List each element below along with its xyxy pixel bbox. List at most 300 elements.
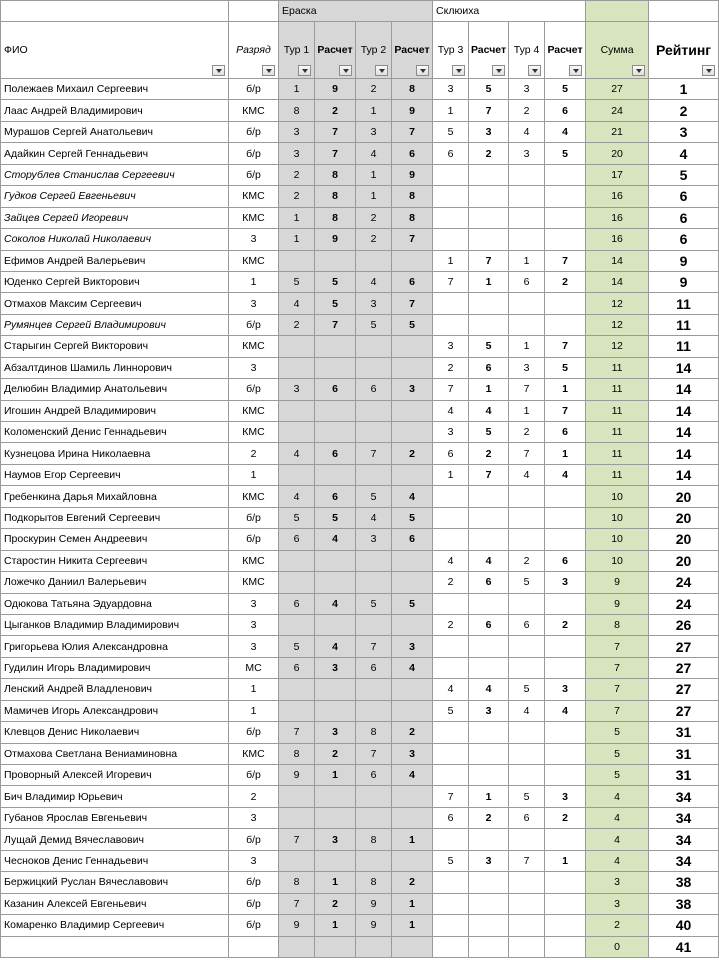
cell-tur3[interactable]: 5 bbox=[433, 700, 469, 721]
cell-tur3[interactable]: 7 bbox=[433, 379, 469, 400]
cell-reyting[interactable]: 26 bbox=[649, 614, 719, 635]
cell-reyting[interactable]: 24 bbox=[649, 572, 719, 593]
cell-tur3[interactable] bbox=[433, 872, 469, 893]
cell-tur4[interactable] bbox=[509, 743, 545, 764]
cell-tur2[interactable]: 2 bbox=[356, 229, 392, 250]
cell-razryad[interactable]: 3 bbox=[229, 593, 279, 614]
cell-fio[interactable]: Проскурин Семен Андреевич bbox=[1, 529, 229, 550]
cell-raschet4[interactable]: 5 bbox=[545, 357, 586, 378]
cell-tur2[interactable] bbox=[356, 936, 392, 957]
cell-raschet4[interactable]: 3 bbox=[545, 786, 586, 807]
cell-raschet3[interactable] bbox=[469, 893, 509, 914]
cell-tur2[interactable]: 7 bbox=[356, 743, 392, 764]
cell-tur4[interactable]: 3 bbox=[509, 143, 545, 164]
cell-razryad[interactable]: 3 bbox=[229, 357, 279, 378]
cell-raschet4[interactable]: 4 bbox=[545, 700, 586, 721]
cell-tur2[interactable] bbox=[356, 786, 392, 807]
cell-reyting[interactable]: 2 bbox=[649, 100, 719, 121]
cell-tur4[interactable] bbox=[509, 657, 545, 678]
cell-fio[interactable]: Проворный Алексей Игоревич bbox=[1, 765, 229, 786]
cell-tur1[interactable]: 8 bbox=[279, 872, 315, 893]
cell-razryad[interactable]: б/р bbox=[229, 765, 279, 786]
cell-raschet2[interactable] bbox=[392, 679, 433, 700]
cell-tur3[interactable]: 4 bbox=[433, 550, 469, 571]
cell-raschet4[interactable]: 5 bbox=[545, 79, 586, 100]
cell-fio[interactable]: Гребенкина Дарья Михайловна bbox=[1, 486, 229, 507]
cell-summa[interactable]: 4 bbox=[586, 786, 649, 807]
cell-tur3[interactable]: 5 bbox=[433, 121, 469, 142]
cell-tur3[interactable] bbox=[433, 765, 469, 786]
cell-tur2[interactable] bbox=[356, 572, 392, 593]
cell-fio[interactable]: Цыганков Владимир Владимирович bbox=[1, 614, 229, 635]
cell-raschet4[interactable] bbox=[545, 314, 586, 335]
cell-tur4[interactable] bbox=[509, 186, 545, 207]
cell-summa[interactable]: 5 bbox=[586, 743, 649, 764]
cell-tur1[interactable]: 1 bbox=[279, 229, 315, 250]
cell-tur1[interactable]: 3 bbox=[279, 143, 315, 164]
cell-razryad[interactable]: 1 bbox=[229, 464, 279, 485]
cell-fio[interactable]: Адайкин Сергей Геннадьевич bbox=[1, 143, 229, 164]
cell-tur4[interactable]: 3 bbox=[509, 357, 545, 378]
cell-razryad[interactable]: КМС bbox=[229, 550, 279, 571]
cell-raschet1[interactable]: 5 bbox=[315, 293, 356, 314]
cell-summa[interactable]: 4 bbox=[586, 829, 649, 850]
cell-tur1[interactable]: 1 bbox=[279, 79, 315, 100]
cell-raschet4[interactable]: 2 bbox=[545, 614, 586, 635]
cell-tur2[interactable] bbox=[356, 614, 392, 635]
cell-raschet1[interactable] bbox=[315, 550, 356, 571]
cell-summa[interactable]: 11 bbox=[586, 357, 649, 378]
cell-tur1[interactable]: 7 bbox=[279, 893, 315, 914]
cell-reyting[interactable]: 27 bbox=[649, 657, 719, 678]
cell-raschet1[interactable]: 5 bbox=[315, 507, 356, 528]
filter-dropdown-icon[interactable] bbox=[298, 65, 311, 76]
cell-raschet4[interactable]: 1 bbox=[545, 443, 586, 464]
cell-raschet2[interactable] bbox=[392, 250, 433, 271]
cell-summa[interactable]: 4 bbox=[586, 807, 649, 828]
cell-raschet2[interactable] bbox=[392, 357, 433, 378]
cell-raschet2[interactable]: 1 bbox=[392, 829, 433, 850]
cell-tur4[interactable]: 7 bbox=[509, 379, 545, 400]
cell-raschet3[interactable] bbox=[469, 186, 509, 207]
cell-raschet4[interactable] bbox=[545, 593, 586, 614]
cell-reyting[interactable]: 27 bbox=[649, 636, 719, 657]
cell-razryad[interactable]: б/р bbox=[229, 722, 279, 743]
cell-razryad[interactable]: КМС bbox=[229, 486, 279, 507]
cell-tur2[interactable]: 2 bbox=[356, 207, 392, 228]
cell-raschet2[interactable]: 5 bbox=[392, 507, 433, 528]
cell-tur1[interactable] bbox=[279, 786, 315, 807]
cell-razryad[interactable]: КМС bbox=[229, 186, 279, 207]
cell-summa[interactable]: 10 bbox=[586, 486, 649, 507]
cell-tur3[interactable] bbox=[433, 657, 469, 678]
cell-raschet1[interactable] bbox=[315, 614, 356, 635]
cell-raschet3[interactable]: 6 bbox=[469, 357, 509, 378]
cell-raschet4[interactable]: 7 bbox=[545, 250, 586, 271]
cell-fio[interactable]: Казанин Алексей Евгеньевич bbox=[1, 893, 229, 914]
cell-tur1[interactable]: 2 bbox=[279, 314, 315, 335]
cell-summa[interactable]: 10 bbox=[586, 507, 649, 528]
cell-raschet4[interactable]: 3 bbox=[545, 572, 586, 593]
cell-tur1[interactable] bbox=[279, 679, 315, 700]
cell-raschet1[interactable]: 7 bbox=[315, 121, 356, 142]
cell-tur3[interactable]: 2 bbox=[433, 572, 469, 593]
cell-tur3[interactable]: 1 bbox=[433, 250, 469, 271]
cell-razryad[interactable]: КМС bbox=[229, 250, 279, 271]
cell-tur4[interactable]: 1 bbox=[509, 400, 545, 421]
cell-razryad[interactable]: КМС bbox=[229, 572, 279, 593]
cell-fio[interactable]: Комаренко Владимир Сергеевич bbox=[1, 915, 229, 936]
cell-reyting[interactable]: 38 bbox=[649, 872, 719, 893]
cell-razryad[interactable]: 2 bbox=[229, 786, 279, 807]
cell-fio[interactable]: Губанов Ярослав Евгеньевич bbox=[1, 807, 229, 828]
cell-raschet1[interactable]: 7 bbox=[315, 143, 356, 164]
cell-tur4[interactable] bbox=[509, 936, 545, 957]
cell-raschet1[interactable]: 2 bbox=[315, 893, 356, 914]
cell-tur4[interactable]: 6 bbox=[509, 807, 545, 828]
cell-raschet3[interactable]: 7 bbox=[469, 464, 509, 485]
cell-tur1[interactable] bbox=[279, 572, 315, 593]
cell-tur1[interactable]: 8 bbox=[279, 743, 315, 764]
cell-razryad[interactable]: б/р bbox=[229, 164, 279, 185]
cell-tur4[interactable] bbox=[509, 593, 545, 614]
cell-raschet3[interactable] bbox=[469, 915, 509, 936]
cell-tur2[interactable]: 8 bbox=[356, 829, 392, 850]
cell-fio[interactable]: Отмахова Светлана Вениаминовна bbox=[1, 743, 229, 764]
cell-summa[interactable]: 11 bbox=[586, 422, 649, 443]
cell-tur3[interactable]: 3 bbox=[433, 79, 469, 100]
cell-reyting[interactable]: 14 bbox=[649, 357, 719, 378]
cell-raschet2[interactable]: 3 bbox=[392, 743, 433, 764]
cell-tur2[interactable] bbox=[356, 250, 392, 271]
cell-raschet2[interactable]: 1 bbox=[392, 915, 433, 936]
cell-summa[interactable]: 11 bbox=[586, 443, 649, 464]
cell-raschet2[interactable] bbox=[392, 550, 433, 571]
cell-raschet3[interactable] bbox=[469, 507, 509, 528]
cell-raschet4[interactable] bbox=[545, 507, 586, 528]
cell-razryad[interactable]: 3 bbox=[229, 293, 279, 314]
cell-raschet1[interactable] bbox=[315, 679, 356, 700]
cell-tur4[interactable] bbox=[509, 314, 545, 335]
cell-reyting[interactable]: 34 bbox=[649, 850, 719, 871]
cell-fio[interactable]: Сторублев Станислав Сергеевич bbox=[1, 164, 229, 185]
cell-raschet2[interactable] bbox=[392, 936, 433, 957]
cell-summa[interactable]: 9 bbox=[586, 572, 649, 593]
cell-fio[interactable]: Гудков Сергей Евгеньевич bbox=[1, 186, 229, 207]
cell-summa[interactable]: 11 bbox=[586, 379, 649, 400]
cell-raschet3[interactable]: 4 bbox=[469, 400, 509, 421]
cell-razryad[interactable]: б/р bbox=[229, 379, 279, 400]
cell-tur4[interactable]: 3 bbox=[509, 79, 545, 100]
cell-reyting[interactable]: 41 bbox=[649, 936, 719, 957]
cell-raschet3[interactable] bbox=[469, 486, 509, 507]
cell-tur4[interactable]: 7 bbox=[509, 850, 545, 871]
cell-raschet3[interactable] bbox=[469, 636, 509, 657]
cell-raschet2[interactable]: 5 bbox=[392, 314, 433, 335]
cell-raschet4[interactable] bbox=[545, 293, 586, 314]
cell-reyting[interactable]: 14 bbox=[649, 443, 719, 464]
cell-razryad[interactable]: 1 bbox=[229, 700, 279, 721]
cell-raschet2[interactable] bbox=[392, 572, 433, 593]
cell-tur4[interactable] bbox=[509, 872, 545, 893]
cell-razryad[interactable]: б/р bbox=[229, 893, 279, 914]
cell-fio[interactable]: Зайцев Сергей Игоревич bbox=[1, 207, 229, 228]
cell-raschet3[interactable]: 5 bbox=[469, 336, 509, 357]
cell-reyting[interactable]: 34 bbox=[649, 829, 719, 850]
cell-raschet2[interactable]: 9 bbox=[392, 100, 433, 121]
cell-reyting[interactable]: 31 bbox=[649, 743, 719, 764]
cell-tur4[interactable]: 5 bbox=[509, 679, 545, 700]
cell-reyting[interactable]: 4 bbox=[649, 143, 719, 164]
cell-reyting[interactable]: 40 bbox=[649, 915, 719, 936]
cell-tur2[interactable]: 5 bbox=[356, 314, 392, 335]
cell-reyting[interactable]: 31 bbox=[649, 722, 719, 743]
cell-summa[interactable]: 24 bbox=[586, 100, 649, 121]
cell-tur3[interactable] bbox=[433, 636, 469, 657]
cell-raschet1[interactable] bbox=[315, 422, 356, 443]
cell-raschet2[interactable]: 4 bbox=[392, 657, 433, 678]
cell-summa[interactable]: 7 bbox=[586, 679, 649, 700]
cell-tur2[interactable] bbox=[356, 464, 392, 485]
cell-raschet1[interactable]: 3 bbox=[315, 657, 356, 678]
cell-tur2[interactable] bbox=[356, 357, 392, 378]
cell-reyting[interactable]: 9 bbox=[649, 271, 719, 292]
cell-raschet4[interactable]: 6 bbox=[545, 422, 586, 443]
cell-reyting[interactable]: 20 bbox=[649, 507, 719, 528]
cell-raschet1[interactable] bbox=[315, 572, 356, 593]
cell-tur1[interactable]: 1 bbox=[279, 207, 315, 228]
cell-tur1[interactable]: 7 bbox=[279, 722, 315, 743]
cell-reyting[interactable]: 5 bbox=[649, 164, 719, 185]
cell-tur4[interactable]: 2 bbox=[509, 550, 545, 571]
cell-razryad[interactable]: КМС bbox=[229, 400, 279, 421]
cell-tur1[interactable]: 2 bbox=[279, 186, 315, 207]
cell-summa[interactable]: 12 bbox=[586, 336, 649, 357]
cell-razryad[interactable]: б/р bbox=[229, 872, 279, 893]
cell-reyting[interactable]: 1 bbox=[649, 79, 719, 100]
filter-dropdown-icon[interactable] bbox=[262, 65, 275, 76]
cell-summa[interactable]: 10 bbox=[586, 529, 649, 550]
sort-filter-icon[interactable] bbox=[702, 65, 715, 76]
cell-tur1[interactable]: 2 bbox=[279, 164, 315, 185]
cell-tur4[interactable]: 6 bbox=[509, 614, 545, 635]
cell-tur2[interactable]: 9 bbox=[356, 893, 392, 914]
cell-reyting[interactable]: 31 bbox=[649, 765, 719, 786]
cell-raschet2[interactable]: 3 bbox=[392, 636, 433, 657]
cell-raschet1[interactable]: 4 bbox=[315, 529, 356, 550]
cell-razryad[interactable]: б/р bbox=[229, 121, 279, 142]
cell-fio[interactable]: Мурашов Сергей Анатольевич bbox=[1, 121, 229, 142]
cell-raschet4[interactable]: 4 bbox=[545, 121, 586, 142]
cell-reyting[interactable]: 11 bbox=[649, 293, 719, 314]
cell-tur3[interactable] bbox=[433, 186, 469, 207]
cell-raschet1[interactable]: 9 bbox=[315, 229, 356, 250]
cell-raschet2[interactable] bbox=[392, 464, 433, 485]
cell-tur3[interactable]: 5 bbox=[433, 850, 469, 871]
cell-tur3[interactable] bbox=[433, 314, 469, 335]
filter-dropdown-icon[interactable] bbox=[452, 65, 465, 76]
cell-summa[interactable]: 17 bbox=[586, 164, 649, 185]
cell-tur4[interactable] bbox=[509, 893, 545, 914]
cell-summa[interactable]: 3 bbox=[586, 872, 649, 893]
cell-tur1[interactable]: 6 bbox=[279, 593, 315, 614]
cell-raschet1[interactable]: 1 bbox=[315, 872, 356, 893]
cell-razryad[interactable]: 3 bbox=[229, 229, 279, 250]
cell-tur4[interactable] bbox=[509, 636, 545, 657]
cell-tur4[interactable]: 2 bbox=[509, 422, 545, 443]
cell-tur3[interactable] bbox=[433, 743, 469, 764]
cell-tur4[interactable]: 4 bbox=[509, 121, 545, 142]
cell-fio[interactable]: Полежаев Михаил Сергеевич bbox=[1, 79, 229, 100]
cell-raschet4[interactable]: 2 bbox=[545, 807, 586, 828]
cell-raschet1[interactable]: 6 bbox=[315, 379, 356, 400]
cell-tur2[interactable]: 7 bbox=[356, 636, 392, 657]
cell-tur2[interactable]: 1 bbox=[356, 100, 392, 121]
cell-fio[interactable]: Бич Владимир Юрьевич bbox=[1, 786, 229, 807]
cell-tur2[interactable]: 1 bbox=[356, 186, 392, 207]
cell-raschet4[interactable]: 2 bbox=[545, 271, 586, 292]
cell-razryad[interactable]: 3 bbox=[229, 807, 279, 828]
cell-tur1[interactable]: 4 bbox=[279, 443, 315, 464]
cell-tur2[interactable]: 6 bbox=[356, 765, 392, 786]
cell-raschet2[interactable]: 2 bbox=[392, 443, 433, 464]
cell-raschet1[interactable] bbox=[315, 357, 356, 378]
cell-razryad[interactable]: КМС bbox=[229, 207, 279, 228]
cell-raschet2[interactable] bbox=[392, 614, 433, 635]
cell-raschet3[interactable]: 5 bbox=[469, 79, 509, 100]
cell-raschet1[interactable] bbox=[315, 936, 356, 957]
cell-summa[interactable]: 9 bbox=[586, 593, 649, 614]
cell-tur2[interactable]: 1 bbox=[356, 164, 392, 185]
cell-tur3[interactable]: 7 bbox=[433, 271, 469, 292]
cell-raschet4[interactable] bbox=[545, 229, 586, 250]
cell-raschet3[interactable]: 6 bbox=[469, 614, 509, 635]
cell-fio[interactable]: Подкорытов Евгений Сергеевич bbox=[1, 507, 229, 528]
cell-raschet2[interactable]: 5 bbox=[392, 593, 433, 614]
cell-tur3[interactable] bbox=[433, 915, 469, 936]
cell-tur3[interactable]: 6 bbox=[433, 807, 469, 828]
cell-raschet4[interactable] bbox=[545, 915, 586, 936]
cell-tur4[interactable] bbox=[509, 529, 545, 550]
cell-fio[interactable]: Гудилин Игорь Владимирович bbox=[1, 657, 229, 678]
cell-raschet3[interactable] bbox=[469, 743, 509, 764]
cell-reyting[interactable]: 9 bbox=[649, 250, 719, 271]
cell-raschet3[interactable] bbox=[469, 593, 509, 614]
cell-fio[interactable]: Коломенский Денис Геннадьевич bbox=[1, 422, 229, 443]
cell-reyting[interactable]: 20 bbox=[649, 529, 719, 550]
cell-reyting[interactable]: 11 bbox=[649, 314, 719, 335]
cell-raschet3[interactable]: 6 bbox=[469, 572, 509, 593]
cell-raschet4[interactable]: 7 bbox=[545, 400, 586, 421]
cell-tur4[interactable]: 5 bbox=[509, 572, 545, 593]
cell-raschet1[interactable]: 1 bbox=[315, 915, 356, 936]
cell-fio[interactable]: Абзалтдинов Шамиль Линнорович bbox=[1, 357, 229, 378]
cell-tur4[interactable] bbox=[509, 207, 545, 228]
cell-raschet1[interactable]: 4 bbox=[315, 636, 356, 657]
cell-raschet3[interactable]: 7 bbox=[469, 100, 509, 121]
cell-raschet1[interactable] bbox=[315, 250, 356, 271]
cell-tur4[interactable]: 5 bbox=[509, 786, 545, 807]
cell-summa[interactable]: 11 bbox=[586, 464, 649, 485]
cell-summa[interactable]: 20 bbox=[586, 143, 649, 164]
cell-tur1[interactable]: 8 bbox=[279, 100, 315, 121]
cell-raschet4[interactable] bbox=[545, 936, 586, 957]
cell-raschet4[interactable] bbox=[545, 529, 586, 550]
cell-reyting[interactable]: 3 bbox=[649, 121, 719, 142]
cell-tur4[interactable]: 1 bbox=[509, 250, 545, 271]
cell-tur1[interactable]: 4 bbox=[279, 486, 315, 507]
cell-summa[interactable]: 8 bbox=[586, 614, 649, 635]
cell-raschet4[interactable] bbox=[545, 186, 586, 207]
cell-summa[interactable]: 10 bbox=[586, 550, 649, 571]
cell-tur3[interactable] bbox=[433, 829, 469, 850]
cell-reyting[interactable]: 20 bbox=[649, 486, 719, 507]
cell-tur4[interactable] bbox=[509, 293, 545, 314]
cell-tur1[interactable] bbox=[279, 807, 315, 828]
cell-tur3[interactable]: 4 bbox=[433, 400, 469, 421]
cell-tur3[interactable]: 4 bbox=[433, 679, 469, 700]
cell-raschet4[interactable] bbox=[545, 893, 586, 914]
cell-tur1[interactable] bbox=[279, 614, 315, 635]
cell-tur1[interactable]: 3 bbox=[279, 379, 315, 400]
cell-tur4[interactable] bbox=[509, 765, 545, 786]
cell-fio[interactable]: Отмахов Максим Сергеевич bbox=[1, 293, 229, 314]
cell-raschet1[interactable]: 6 bbox=[315, 443, 356, 464]
cell-razryad[interactable]: б/р bbox=[229, 143, 279, 164]
cell-raschet1[interactable]: 4 bbox=[315, 593, 356, 614]
cell-reyting[interactable]: 34 bbox=[649, 786, 719, 807]
cell-tur2[interactable] bbox=[356, 336, 392, 357]
cell-raschet1[interactable]: 8 bbox=[315, 207, 356, 228]
cell-summa[interactable]: 7 bbox=[586, 700, 649, 721]
cell-razryad[interactable]: б/р bbox=[229, 314, 279, 335]
cell-summa[interactable]: 16 bbox=[586, 186, 649, 207]
cell-fio[interactable]: Соколов Николай Николаевич bbox=[1, 229, 229, 250]
cell-reyting[interactable]: 6 bbox=[649, 207, 719, 228]
cell-raschet1[interactable] bbox=[315, 786, 356, 807]
cell-tur1[interactable]: 4 bbox=[279, 293, 315, 314]
cell-tur1[interactable]: 5 bbox=[279, 507, 315, 528]
cell-tur4[interactable]: 6 bbox=[509, 271, 545, 292]
cell-fio[interactable]: Игошин Андрей Владимирович bbox=[1, 400, 229, 421]
cell-raschet3[interactable] bbox=[469, 765, 509, 786]
cell-razryad[interactable]: б/р bbox=[229, 79, 279, 100]
cell-tur3[interactable]: 6 bbox=[433, 443, 469, 464]
cell-raschet3[interactable]: 3 bbox=[469, 121, 509, 142]
cell-razryad[interactable]: 2 bbox=[229, 443, 279, 464]
cell-raschet1[interactable] bbox=[315, 464, 356, 485]
cell-raschet3[interactable] bbox=[469, 229, 509, 250]
cell-raschet3[interactable] bbox=[469, 529, 509, 550]
cell-raschet4[interactable]: 7 bbox=[545, 336, 586, 357]
cell-fio[interactable]: Ложечко Даниил Валерьевич bbox=[1, 572, 229, 593]
cell-raschet4[interactable] bbox=[545, 765, 586, 786]
cell-summa[interactable]: 12 bbox=[586, 314, 649, 335]
cell-summa[interactable]: 14 bbox=[586, 271, 649, 292]
cell-fio[interactable]: Старыгин Сергей Викторович bbox=[1, 336, 229, 357]
cell-tur3[interactable] bbox=[433, 486, 469, 507]
cell-fio[interactable]: Делюбин Владимир Анатольевич bbox=[1, 379, 229, 400]
cell-raschet2[interactable]: 8 bbox=[392, 186, 433, 207]
cell-tur3[interactable]: 3 bbox=[433, 336, 469, 357]
cell-tur1[interactable] bbox=[279, 936, 315, 957]
cell-raschet2[interactable]: 7 bbox=[392, 293, 433, 314]
filter-dropdown-icon[interactable] bbox=[569, 65, 582, 76]
cell-reyting[interactable]: 11 bbox=[649, 336, 719, 357]
cell-raschet4[interactable] bbox=[545, 657, 586, 678]
cell-tur3[interactable] bbox=[433, 207, 469, 228]
cell-raschet2[interactable] bbox=[392, 700, 433, 721]
